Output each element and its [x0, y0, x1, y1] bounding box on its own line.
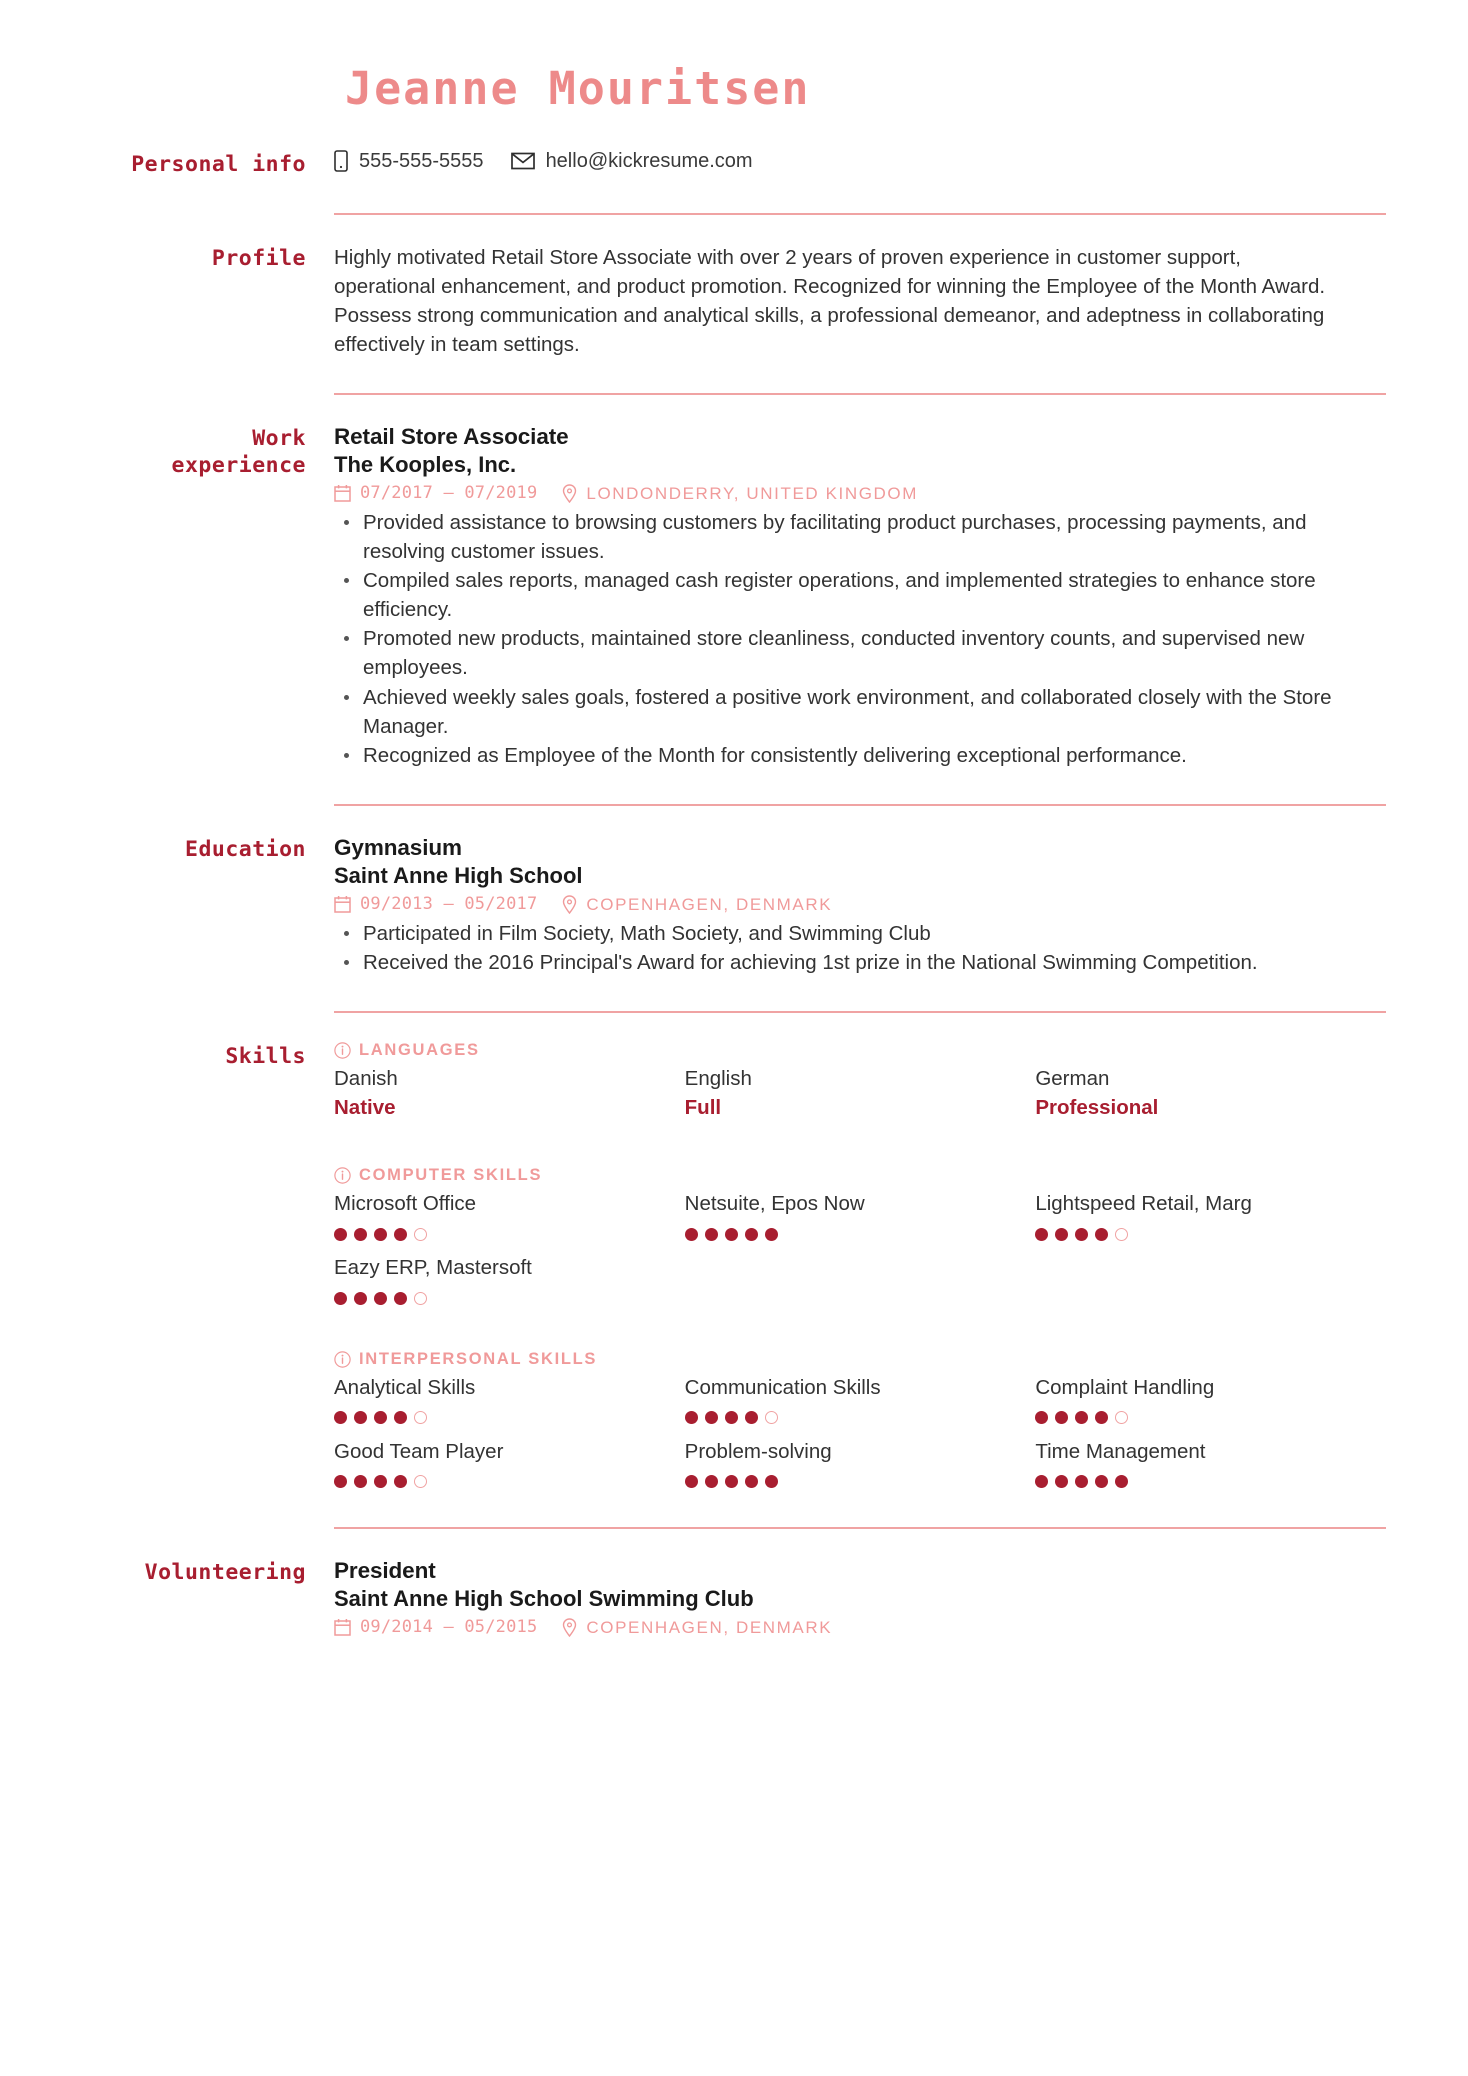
location-pin-icon — [562, 484, 577, 503]
rating-dot-filled — [705, 1411, 718, 1424]
skill-rating-dots — [334, 1475, 685, 1489]
rating-dot-filled — [1055, 1228, 1068, 1241]
rating-dot-filled — [1035, 1475, 1048, 1488]
skill-item — [685, 1437, 1036, 1501]
skill-group-heading — [334, 1041, 1386, 1060]
rating-dot-filled — [745, 1411, 758, 1424]
rating-dot-filled — [765, 1475, 778, 1488]
rating-dot-filled — [685, 1411, 698, 1424]
contact-email[interactable] — [511, 151, 753, 171]
spacer — [0, 359, 1468, 393]
info-circle-icon — [334, 1167, 351, 1184]
rating-dot-filled — [1055, 1411, 1068, 1424]
skill-name: Microsoft Office — [334, 1192, 477, 1216]
skill-name: German — [1035, 1067, 1110, 1091]
skill-name: Danish — [334, 1067, 398, 1091]
rating-dot-filled — [394, 1411, 407, 1424]
entry-title: President — [334, 1557, 436, 1583]
rating-dot-filled — [1075, 1411, 1088, 1424]
section-education — [0, 804, 1468, 977]
rating-dot-filled — [745, 1228, 758, 1241]
rating-dot-filled — [1035, 1228, 1048, 1241]
skill-name: English — [684, 1067, 752, 1091]
work-entry — [334, 395, 1386, 770]
section-label-line2: experience — [171, 453, 306, 479]
rating-dot-filled — [1055, 1475, 1068, 1488]
rating-dot-filled — [725, 1475, 738, 1488]
rating-dot-filled — [745, 1475, 758, 1488]
skill-grid — [334, 1373, 1386, 1501]
calendar-icon — [334, 895, 351, 913]
info-circle-icon — [334, 1042, 351, 1059]
skill-group-label: COMPUTER SKILLS — [359, 1166, 543, 1185]
skill-name: Analytical Skills — [334, 1375, 476, 1399]
profile-text-wrap — [334, 215, 1386, 359]
skill-group-label: INTERPERSONAL SKILLS — [359, 1349, 598, 1368]
rating-dot-filled — [705, 1228, 718, 1241]
skill-rating-dots — [685, 1227, 1036, 1241]
entry-title: Retail Store Associate — [334, 423, 569, 449]
skill-groups — [334, 1013, 1386, 1501]
skill-rating-dots — [1035, 1475, 1386, 1489]
skill-group — [334, 1166, 1386, 1317]
rating-dot-filled — [354, 1228, 367, 1241]
rating-dot-filled — [1075, 1475, 1088, 1488]
phone-number: 555-555-5555 — [359, 150, 484, 172]
section-label-skills: Skills — [225, 1044, 306, 1070]
rating-dot-filled — [725, 1228, 738, 1241]
spacer — [0, 1501, 1468, 1527]
rating-dot-empty — [1115, 1411, 1128, 1424]
section-label-personal-info: Personal info — [131, 152, 306, 177]
page-title: Jeanne Mouritsen — [345, 62, 811, 115]
entry-meta — [334, 484, 1386, 503]
list-item: Compiled sales reports, managed cash register operations, and implemented strategies to enhance store efficiency. — [334, 566, 1344, 624]
rating-dot-filled — [394, 1292, 407, 1305]
skill-level: Professional — [1035, 1096, 1159, 1120]
section-body-skills — [334, 1011, 1386, 1501]
rating-dot-filled — [394, 1228, 407, 1241]
rating-dot-filled — [685, 1228, 698, 1241]
section-body-education — [334, 804, 1386, 977]
rating-dot-filled — [685, 1475, 698, 1488]
entry-location: LONDONDERRY, UNITED KINGDOM — [586, 483, 919, 503]
spacer — [0, 977, 1468, 1011]
skill-rating-dots — [1035, 1411, 1386, 1425]
rating-dot-empty — [414, 1292, 427, 1305]
skill-rating-dots — [1035, 1227, 1386, 1241]
entry-meta — [334, 895, 1386, 914]
section-label-profile: Profile — [211, 245, 306, 271]
entry-bullets — [334, 919, 1386, 977]
skill-item — [334, 1064, 685, 1134]
location-pin-icon — [562, 895, 577, 914]
skill-item — [1035, 1064, 1386, 1134]
rating-dot-filled — [374, 1292, 387, 1305]
entry-organization: The Kooples, Inc. — [334, 451, 517, 477]
skill-item — [1035, 1189, 1386, 1253]
list-item: Received the 2016 Principal's Award for achieving 1st prize in the National Swimming Competition. — [334, 948, 1344, 977]
location-pin-icon — [562, 1618, 577, 1637]
skill-name: Eazy ERP, Mastersoft — [334, 1256, 532, 1280]
rating-dot-filled — [394, 1475, 407, 1488]
skill-name: Problem-solving — [684, 1439, 832, 1463]
rating-dot-filled — [1035, 1411, 1048, 1424]
skill-name: Time Management — [1035, 1439, 1206, 1463]
section-body-volunteering — [334, 1527, 1386, 1637]
rating-dot-filled — [705, 1475, 718, 1488]
rating-dot-filled — [765, 1228, 778, 1241]
skill-item — [685, 1373, 1036, 1437]
rating-dot-filled — [1095, 1475, 1108, 1488]
section-personal-info — [0, 149, 1468, 179]
rating-dot-filled — [334, 1475, 347, 1488]
skill-item — [334, 1189, 685, 1253]
rating-dot-filled — [334, 1228, 347, 1241]
rating-dot-filled — [1095, 1411, 1108, 1424]
education-entry — [334, 806, 1386, 977]
skill-name: Complaint Handling — [1035, 1375, 1215, 1399]
skill-item — [1035, 1373, 1386, 1437]
entry-date: 07/2017 – 07/2019 — [360, 482, 538, 503]
skill-rating-dots — [685, 1475, 1036, 1489]
info-circle-icon — [334, 1351, 351, 1368]
skill-item — [334, 1373, 685, 1437]
rating-dot-empty — [765, 1411, 778, 1424]
email-address: hello@kickresume.com — [545, 150, 753, 172]
contact-phone[interactable] — [334, 150, 484, 172]
section-body-profile — [334, 213, 1386, 359]
rating-dot-empty — [414, 1475, 427, 1488]
contact-row — [334, 149, 1386, 172]
list-item: Participated in Film Society, Math Society, and Swimming Club — [334, 919, 1344, 948]
entry-organization: Saint Anne High School Swimming Club — [334, 1585, 754, 1611]
section-body-personal-info — [334, 149, 1386, 172]
resume-header — [0, 0, 1468, 149]
list-item: Promoted new products, maintained store cleanliness, conducted inventory counts, and supervised new employees. — [334, 624, 1344, 682]
skill-item — [334, 1253, 685, 1317]
skill-group — [334, 1350, 1386, 1501]
rating-dot-empty — [414, 1411, 427, 1424]
calendar-icon — [334, 1618, 351, 1636]
rating-dot-filled — [1115, 1475, 1128, 1488]
section-profile — [0, 213, 1468, 359]
skill-group-heading — [334, 1166, 1386, 1185]
entry-date: 09/2013 – 05/2017 — [360, 893, 538, 914]
skill-grid — [334, 1064, 1386, 1134]
entry-date: 09/2014 – 05/2015 — [360, 1616, 538, 1637]
skill-rating-dots — [334, 1292, 685, 1306]
skill-item — [685, 1189, 1036, 1253]
rating-dot-filled — [374, 1228, 387, 1241]
rating-dot-filled — [374, 1475, 387, 1488]
entry-meta — [334, 1618, 1386, 1637]
section-work-experience — [0, 393, 1468, 770]
rating-dot-filled — [725, 1411, 738, 1424]
rating-dot-filled — [354, 1411, 367, 1424]
volunteering-entry — [334, 1529, 1386, 1637]
list-item: Provided assistance to browsing customers by facilitating product purchases, processing payments, and resolving customer issues. — [334, 508, 1344, 566]
rating-dot-filled — [374, 1411, 387, 1424]
spacer — [0, 179, 1468, 213]
section-skills — [0, 1011, 1468, 1501]
skill-item — [334, 1437, 685, 1501]
skill-rating-dots — [334, 1411, 685, 1425]
rating-dot-filled — [1075, 1228, 1088, 1241]
section-label-volunteering: Volunteering — [144, 1559, 306, 1585]
skill-grid — [334, 1189, 1386, 1317]
list-item: Recognized as Employee of the Month for consistently delivering exceptional performance. — [334, 741, 1344, 770]
skill-name: Good Team Player — [334, 1439, 504, 1463]
section-body-work-experience — [334, 393, 1386, 770]
skill-group-heading — [334, 1350, 1386, 1369]
section-label-work-experience — [82, 393, 334, 480]
rating-dot-empty — [414, 1228, 427, 1241]
rating-dot-filled — [354, 1292, 367, 1305]
section-volunteering — [0, 1527, 1468, 1637]
section-label-line1: Work — [252, 425, 306, 451]
section-label-education: Education — [185, 836, 306, 862]
rating-dot-filled — [354, 1475, 367, 1488]
skill-rating-dots — [685, 1411, 1036, 1425]
rating-dot-filled — [334, 1411, 347, 1424]
skill-name: Lightspeed Retail, Marg — [1035, 1192, 1252, 1216]
rating-dot-filled — [1095, 1228, 1108, 1241]
skill-item — [685, 1064, 1036, 1134]
entry-location: COPENHAGEN, DENMARK — [586, 1617, 833, 1637]
skill-group-label: LANGUAGES — [359, 1041, 480, 1060]
skill-item — [1035, 1437, 1386, 1501]
profile-text: Highly motivated Retail Store Associate with over 2 years of proven experience in customer support, operational enhancement, and product promotion. Recognized for winning the Employee of the Month Award. Possess strong communication and analytical skills, a professional demeanor, and adeptness in collaborating effectively in team settings. — [334, 245, 1326, 356]
rating-dot-filled — [334, 1292, 347, 1305]
list-item: Achieved weekly sales goals, fostered a positive work environment, and collaborated closely with the Store Manager. — [334, 683, 1344, 741]
entry-bullets — [334, 508, 1386, 770]
envelope-icon — [511, 152, 535, 170]
skill-name: Communication Skills — [684, 1375, 881, 1399]
mobile-phone-icon — [334, 150, 348, 172]
skill-level: Full — [684, 1096, 722, 1120]
entry-organization: Saint Anne High School — [334, 862, 583, 888]
rating-dot-empty — [1115, 1228, 1128, 1241]
skill-rating-dots — [334, 1227, 685, 1241]
calendar-icon — [334, 484, 351, 502]
entry-location: COPENHAGEN, DENMARK — [586, 894, 833, 914]
spacer — [0, 770, 1468, 804]
skill-group — [334, 1041, 1386, 1134]
skill-name: Netsuite, Epos Now — [684, 1192, 865, 1216]
skill-level: Native — [334, 1096, 396, 1120]
entry-title: Gymnasium — [334, 834, 462, 860]
